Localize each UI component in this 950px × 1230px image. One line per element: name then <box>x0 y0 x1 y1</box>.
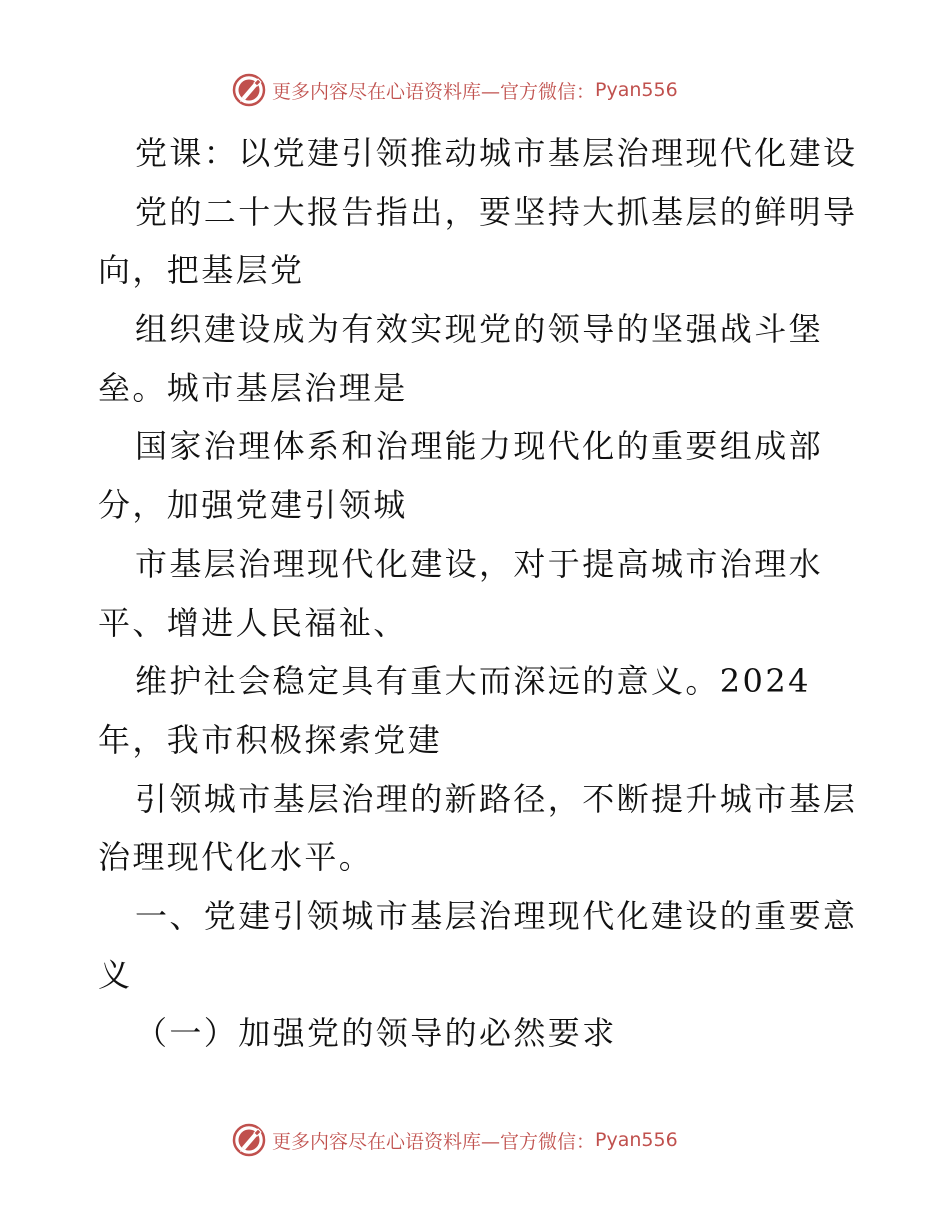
paragraph-line: 党的二十大报告指出，要坚持大抓基层的鲜明导 <box>135 192 858 231</box>
paragraph-line: 市基层治理现代化建设，对于提高城市治理水 <box>135 544 824 583</box>
subsection-heading: （一）加强党的领导的必然要求 <box>135 1014 617 1053</box>
paragraph-line: 治理现代化水平。 <box>98 838 374 877</box>
paragraph-line: 垒。城市基层治理是 <box>98 368 408 407</box>
section-heading-continued: 义 <box>98 955 133 994</box>
header-banner-text: 更多内容尽在心语资料库—官方微信： <box>272 80 596 103</box>
paragraph-line: 引领城市基层治理的新路径，不断提升城市基层 <box>135 779 858 818</box>
paragraph-line: 组织建设成为有效实现党的领导的坚强战斗堡 <box>135 310 824 349</box>
document-title: 党课：以党建引领推动城市基层治理现代化建设 <box>135 134 858 172</box>
pen-logo-icon <box>232 1123 266 1157</box>
paragraph-line: 分，加强党建引领城 <box>98 486 408 525</box>
footer-banner-text: 更多内容尽在心语资料库—官方微信： <box>272 1130 596 1153</box>
paragraph-line: 平、增进人民福祉、 <box>98 603 408 642</box>
document-body <box>98 124 858 1063</box>
header-banner-brand: Pyan556 <box>595 79 678 101</box>
paragraph-line: 向，把基层党 <box>98 251 305 290</box>
header-watermark-banner <box>0 70 950 110</box>
paragraph-line: 国家治理体系和治理能力现代化的重要组成部 <box>135 427 824 466</box>
paragraph-line: 维护社会稳定具有重大而深远的意义。2024 <box>135 662 811 701</box>
section-heading: 一、党建引领城市基层治理现代化建设的重要意 <box>135 896 858 935</box>
paragraph-line: 年，我市积极探索党建 <box>98 720 443 759</box>
footer-watermark-banner <box>0 1120 950 1160</box>
footer-banner-brand: Pyan556 <box>595 1129 678 1151</box>
pen-logo-icon <box>232 73 266 107</box>
